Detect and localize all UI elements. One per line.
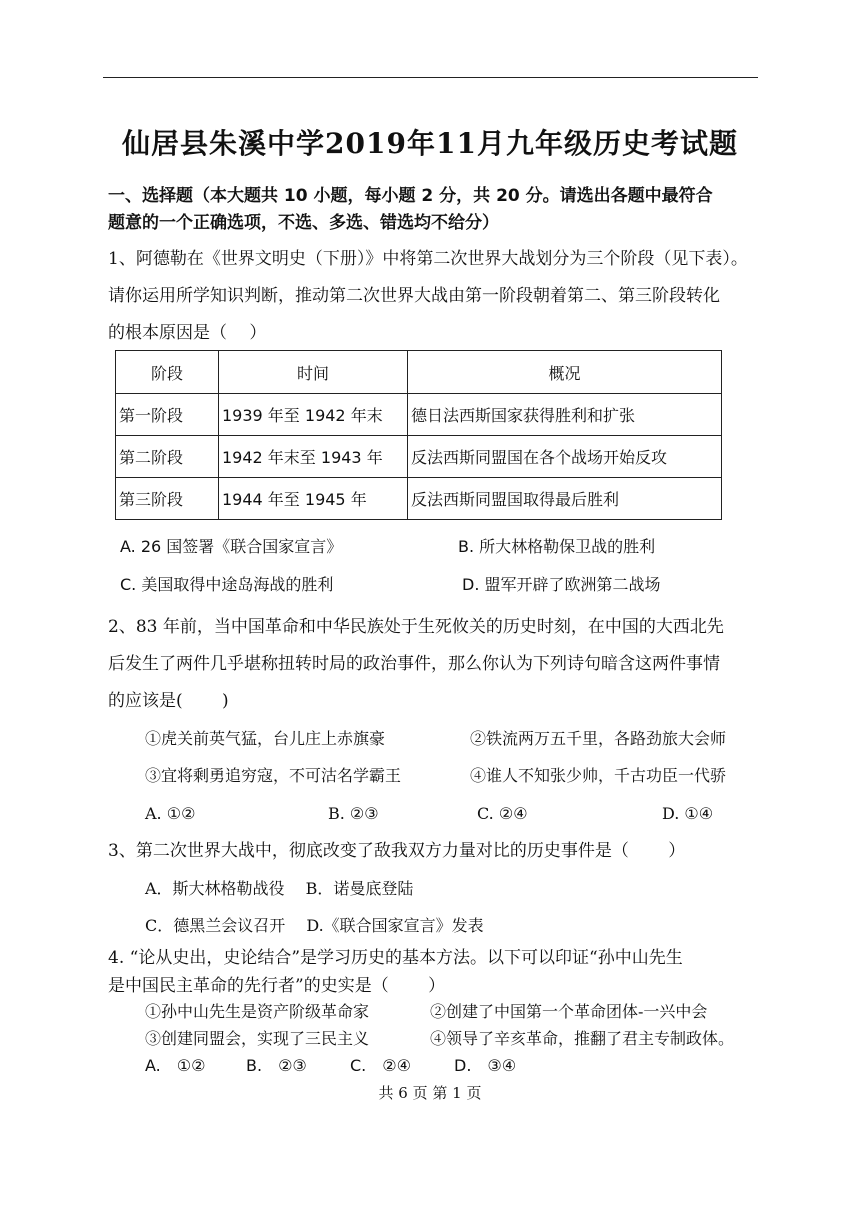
table-header-cell: 概况	[408, 351, 722, 394]
q3-line1: 3、第二次世界大战中，彻底改变了敌我双方力量对比的历史事件是（ ）	[108, 841, 686, 861]
q2-line3: 的应该是( )	[108, 691, 229, 711]
table-header-cell: 阶段	[116, 351, 219, 394]
table-row	[116, 394, 722, 436]
section-heading-line1: 一、选择题（本大题共 10 小题，每小题 2 分，共 20 分。请选出各题中最符合	[108, 186, 713, 206]
table-cell: 1942 年末至 1943 年	[219, 436, 408, 478]
header-rule	[103, 77, 758, 78]
table-cell: 反法西斯同盟国在各个战场开始反攻	[408, 436, 722, 478]
q2-poem-4: ④谁人不知张少帅，千古功臣一代骄	[470, 766, 727, 785]
q2-option-a: A. ①②	[145, 804, 196, 823]
q1-option-c: C. 美国取得中途岛海战的胜利	[120, 575, 334, 594]
table-cell: 第一阶段	[116, 394, 219, 436]
q1-option-d: D. 盟军开辟了欧洲第二战场	[462, 575, 661, 594]
q2-poem-3: ③宜将剩勇追穷寇，不可沽名学霸王	[145, 766, 402, 785]
q1-option-b: B. 所大林格勒保卫战的胜利	[458, 537, 656, 556]
q4-option-d: D. ③④	[454, 1056, 517, 1075]
q4-option-b: B. ②③	[246, 1056, 307, 1075]
q4-statement-3: ③创建同盟会，实现了三民主义	[145, 1029, 370, 1048]
q4-option-a: A. ①②	[145, 1056, 206, 1075]
q1-option-a: A. 26 国签署《联合国家宣言》	[120, 537, 343, 556]
q2-line1: 2、83 年前，当中国革命和中华民族处于生死攸关的历史时刻，在中国的大西北先	[108, 617, 724, 637]
table-header-row	[116, 351, 722, 394]
q1-line2: 请你运用所学知识判断，推动第二次世界大战由第一阶段朝着第二、第三阶段转化	[108, 286, 720, 306]
q2-option-d: D. ①④	[662, 804, 714, 823]
table-header-cell: 时间	[219, 351, 408, 394]
table-cell: 1944 年至 1945 年	[219, 478, 408, 520]
table-cell: 第二阶段	[116, 436, 219, 478]
q2-poem-2: ②铁流两万五千里，各路劲旅大会师	[470, 729, 727, 748]
q3-options-cd: C．德黑兰会议召开 D.《联合国家宣言》发表	[145, 916, 484, 935]
q1-line3: 的根本原因是（ ）	[108, 323, 267, 343]
q3-options-ab: A．斯大林格勒战役 B．诺曼底登陆	[145, 879, 414, 898]
q4-option-c: C. ②④	[350, 1056, 411, 1075]
table-row	[116, 478, 722, 520]
q2-line2: 后发生了两件几乎堪称扭转时局的政治事件，那么你认为下列诗句暗含这两件事情	[108, 654, 720, 674]
q4-line1: 4. “论从史出，史论结合”是学习历史的基本方法。以下可以印证“孙中山先生	[108, 948, 683, 968]
table-cell: 1939 年至 1942 年末	[219, 394, 408, 436]
stage-table	[115, 350, 722, 520]
page-footer: 共 6 页 第 1 页	[378, 1084, 482, 1102]
table-cell: 第三阶段	[116, 478, 219, 520]
q4-statement-2: ②创建了中国第一个革命团体-一兴中会	[430, 1002, 708, 1021]
page-title: 仙居县朱溪中学2019年11月九年级历史考试题	[122, 127, 738, 160]
table-cell: 德日法西斯国家获得胜利和扩张	[408, 394, 722, 436]
q4-statement-4: ④领导了辛亥革命，推翻了君主专制政体。	[430, 1029, 735, 1048]
q2-poem-1: ①虎关前英气猛，台儿庄上赤旗豪	[145, 729, 386, 748]
section-heading-line2: 题意的一个正确选项，不选、多选、错选均不给分）	[108, 213, 499, 233]
q2-option-c: C. ②④	[477, 804, 528, 823]
q2-option-b: B. ②③	[328, 804, 379, 823]
table-cell: 反法西斯同盟国取得最后胜利	[408, 478, 722, 520]
q4-line2: 是中国民主革命的先行者”的史实是（ ）	[108, 976, 446, 996]
q4-statement-1: ①孙中山先生是资产阶级革命家	[145, 1002, 370, 1021]
q1-line1: 1、阿德勒在《世界文明史（下册）》中将第二次世界大战划分为三个阶段（见下表）。	[108, 249, 748, 269]
table-row	[116, 436, 722, 478]
